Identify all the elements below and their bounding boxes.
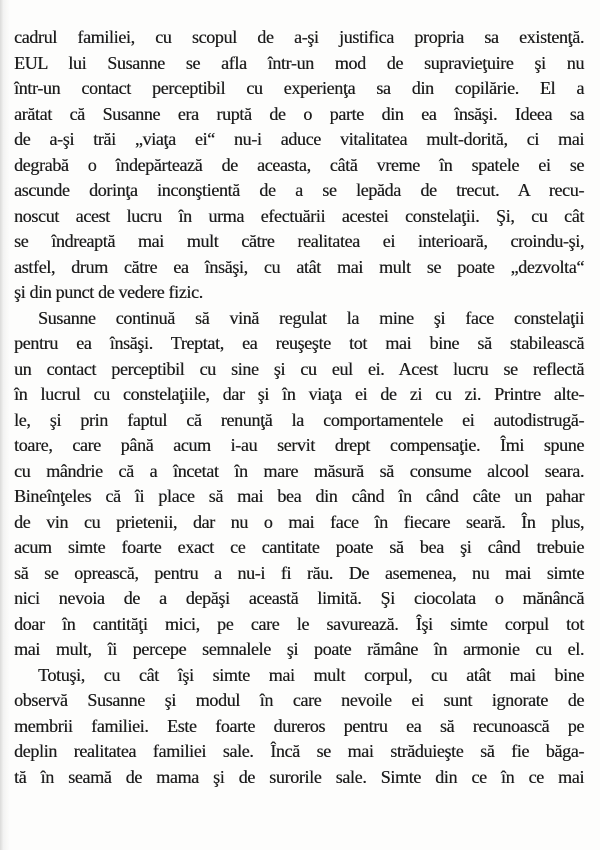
text-line: acum simte foarte exact ce cantitate poate să bea şi când trebuie xyxy=(14,537,584,557)
paragraph-3 xyxy=(14,663,584,791)
text-line: Totuşi, cu cât îşi simte mai mult corpul, cu atât mai bine xyxy=(38,664,584,685)
paragraph-2 xyxy=(14,306,584,663)
text-line: astfel, drum către ea însăşi, cu atât mai mult se poate „dezvolta“ xyxy=(14,256,584,277)
text-line: mai mult, îi percepe semnalele şi poate rămâne în armonie cu el. xyxy=(14,639,584,659)
text-line: EUL lui Susanne se afla într-un mod de supravieţuire şi nu xyxy=(14,52,584,73)
text-line: cu mândrie că a încetat în mare măsură să consume alcool seara. xyxy=(14,460,584,481)
text-line: deplin realitatea familiei sale. Încă se mai străduieşte să fie băga- xyxy=(14,741,584,761)
text-line: cadrul familiei, cu scopul de a-şi justifica propria sa existenţă. xyxy=(14,27,584,47)
scan-edge-shadow xyxy=(0,0,10,850)
text-line: noscut acest lucru în urma efectuării acestei constelaţii. Şi, cu cât xyxy=(14,205,584,226)
text-line: pentru ea însăşi. Treptat, ea reuşeşte tot mai bine să stabilească xyxy=(14,333,584,353)
text-line: în lucrul cu constelaţiile, dar şi în viaţa ei de zi cu zi. Printre alte- xyxy=(14,384,584,404)
text-line: le, şi prin faptul că renunţă la comportamentele ei autodistrugă- xyxy=(14,409,584,430)
text-line: de a-şi trăi „viaţa ei“ nu-i aduce vitalitatea mult-dorită, ci mai xyxy=(14,129,584,149)
text-line: arătat că Susanne era ruptă de o parte din ea însăşi. Ideea sa xyxy=(14,103,584,124)
paragraph-1 xyxy=(14,25,584,306)
text-line: doar în cantităţi mici, pe care le savurează. Îşi simte corpul tot xyxy=(14,613,584,634)
text-line: într-un contact perceptibil cu experienţa sa din copilărie. El a xyxy=(14,78,584,98)
text-line: să se oprească, pentru a nu-i fi rău. De asemenea, nu mai simte xyxy=(14,562,584,583)
text-line: se îndreaptă mai mult către realitatea ei interioară, croindu-şi, xyxy=(14,231,584,251)
text-line: Susanne continuă să vină regulat la mine şi face constelaţii xyxy=(38,307,584,328)
text-line: tă în seamă de mama şi de surorile sale. Simte din ce în ce mai xyxy=(14,766,584,787)
text-line: nici nevoia de a depăşi această limită. Şi ciocolata o mănâncă xyxy=(14,588,584,608)
text-line: de vin cu prietenii, dar nu o mai face în fiecare seară. În plus, xyxy=(14,511,584,532)
text-line: Bineînţeles că îi place să mai bea din când în când câte un pahar xyxy=(14,486,584,506)
text-line: degrabă o îndepărtează de aceasta, câtă vreme în spatele ei se xyxy=(14,154,584,175)
page-text xyxy=(14,25,584,790)
text-line: ascunde dorinţa inconştientă de a se lepăda de trecut. A recu- xyxy=(14,180,584,200)
text-line: observă Susanne şi modul în care nevoile ei sunt ignorate de xyxy=(14,690,584,710)
text-line: şi din punct de vedere fizic. xyxy=(14,282,203,302)
text-line: membrii familiei. Este foarte dureros pentru ea să recunoască pe xyxy=(14,715,584,736)
text-line: un contact perceptibil cu sine şi cu eul ei. Acest lucru se reflectă xyxy=(14,358,584,379)
text-line: toare, care până acum i-au servit drept compensaţie. Îmi spune xyxy=(14,435,584,455)
